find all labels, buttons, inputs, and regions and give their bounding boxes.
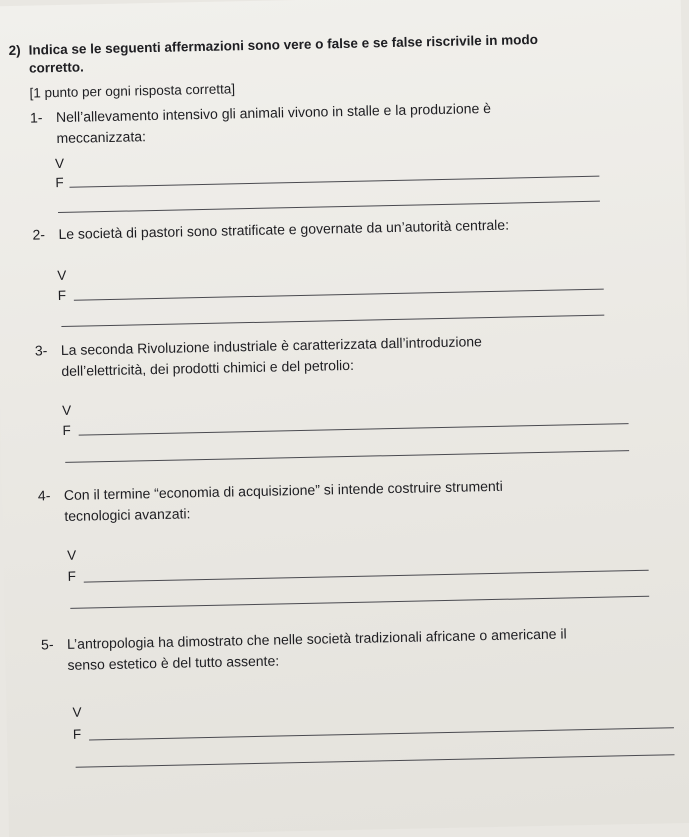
question-1-answer-line-2[interactable] <box>58 201 600 213</box>
question-1-number: 1- <box>29 109 43 126</box>
exercise-title <box>8 30 569 78</box>
question-4-false-option[interactable]: F <box>67 568 77 584</box>
question-2 <box>32 212 632 246</box>
question-1-true-option[interactable]: V <box>54 155 65 172</box>
question-3-answer-line-1[interactable] <box>79 423 629 436</box>
question-5 <box>41 621 682 676</box>
question-3-line1: La seconda Rivoluzione industriale è caratterizzata dall’introduzione <box>60 333 483 358</box>
question-4-true-option[interactable]: V <box>67 547 77 563</box>
question-1-false-option[interactable]: F <box>55 174 64 191</box>
question-2-number: 2- <box>32 226 46 243</box>
question-4-number: 4- <box>37 487 51 504</box>
question-5-answer-line-1[interactable] <box>89 727 674 740</box>
question-5-false-option[interactable]: F <box>72 726 82 742</box>
exercise-title-line1: Indica se le seguenti affermazioni sono vere o false e se false riscrivile in modo <box>28 31 539 58</box>
question-2-true-option[interactable]: V <box>57 267 67 284</box>
question-2-answer-line-2[interactable] <box>61 315 604 327</box>
question-2-answer-line-1[interactable] <box>74 289 604 301</box>
question-4 <box>38 473 639 528</box>
question-2-line1: Le società di pastori sono stratificate e governate da un’autorità centrale: <box>58 216 510 243</box>
question-4-line1: Con il termine “economia di acquisizione” si intende costruire strumenti <box>63 477 503 503</box>
exercise-title-line2: corretto. <box>28 59 84 76</box>
points-note: [1 punto per ogni risposta corretta] <box>29 81 236 101</box>
question-4-answer-line-2[interactable] <box>70 596 649 609</box>
question-5-line2: senso estetico è del tutto assente: <box>67 652 280 673</box>
question-3-true-option[interactable]: V <box>62 402 72 418</box>
question-3-line2: dell’elettricità, dei prodotti chimici e del petrolio: <box>61 356 355 379</box>
question-2-false-option[interactable]: F <box>57 287 67 304</box>
question-3-answer-line-2[interactable] <box>65 450 629 463</box>
question-1-line2: meccanizzata: <box>56 128 147 147</box>
question-1-answer-line-1[interactable] <box>69 176 599 188</box>
exercise-number: 2) <box>8 42 21 59</box>
question-5-answer-line-2[interactable] <box>76 754 675 768</box>
question-1-line1: Nell’allevamento intensivo gli animali vivono in stalle e la produzione è <box>55 99 492 126</box>
question-5-number: 5- <box>40 636 54 653</box>
question-4-line2: tecnologici avanzati: <box>64 505 191 524</box>
question-5-true-option[interactable]: V <box>72 704 82 720</box>
question-3-false-option[interactable]: F <box>62 422 71 438</box>
question-1 <box>30 95 631 150</box>
question-3 <box>35 328 636 383</box>
question-3-number: 3- <box>34 342 48 359</box>
question-4-answer-line-1[interactable] <box>84 570 649 583</box>
question-5-line1: L’antropologia ha dimostrato che nelle società tradizionali africane o americane il <box>66 625 567 652</box>
